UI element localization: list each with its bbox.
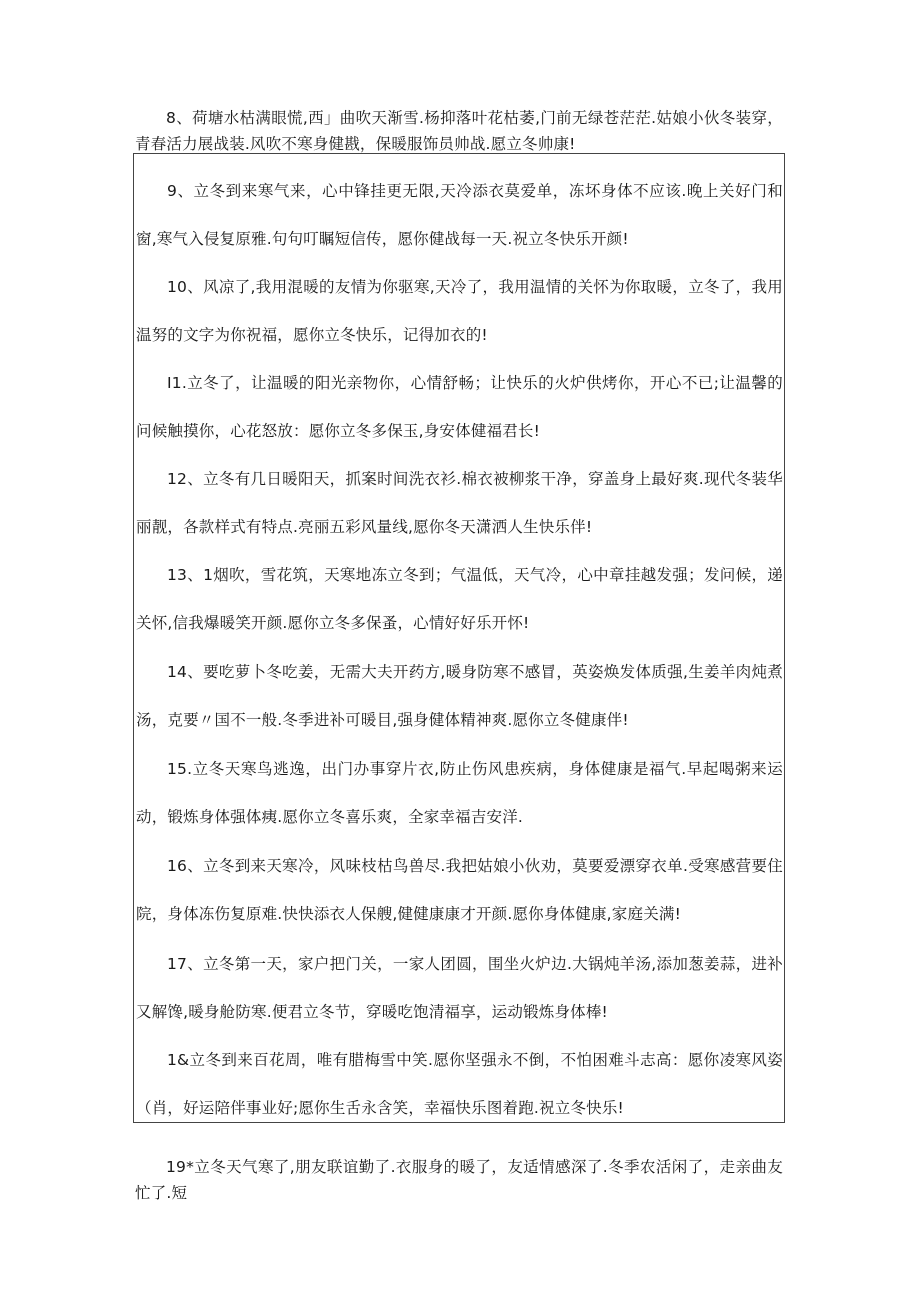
paragraph-13: 13、1烟吹，雪花筑，天寒地冻立冬到；气温低，天气冷，心中章挂越发强；发问候，递关怀,信我爆暖笑开颜.愿你立冬多保蚤，心情好好乐开怀! [136, 566, 783, 632]
paragraph-12: 12、立冬有几日暖阳天，抓案时间洗衣衫.棉衣被柳浆干净，穿盖身上最好爽.现代冬装华丽靓，各款样式有特点.亮丽五彩风量线,愿你冬天潇洒人生快乐伴! [136, 470, 783, 536]
paragraph-17: 17、立冬第一天，家户把门关，一家人团圆，围坐火炉边.大锅炖羊汤,添加葱姜蒜，进补又解馋,暖身舱防寒.便君立冬节，穿暖吃饱清福享，运动锻炼身体棒! [136, 955, 783, 1021]
paragraph-8: 8、荷塘水枯满眼慌,西」曲吹天渐雪.杨抑落叶花枯萎,门前无绿苍茫茫.姑娘小伙冬装穿，青春活力展战装.风吹不寒身健戡，保暖服饰员帅战.愿立冬帅康! [135, 109, 783, 153]
paragraph-10: 10、风凉了,我用混暖的友情为你驱寒,天冷了，我用温情的关怀为你取暖，立冬了，我用温努的文字为你祝福，愿你立冬快乐，记得加衣的! [136, 278, 783, 344]
paragraph-15: 15.立冬天寒鸟逃逸，出门办事穿片衣,防止伤风患疾病，身体健康是福气.早起喝粥来运动，锻炼身体强体痍.愿你立冬喜乐爽，全家幸福吉安洋. [136, 760, 783, 826]
paragraph-14: 14、要吃萝卜冬吃姜，无需大夫开药方,暖身防寒不感冒，英姿焕发体质强,生姜羊肉炖煮汤，克要〃国不一般.冬季进补可暖目,强身健体精神爽.愿你立冬健康伴! [136, 663, 783, 729]
paragraph-16: 16、立冬到来天寒冷，风味枝枯鸟兽尽.我把姑娘小伙劝，莫要爱漂穿衣单.受寒感营要住院，身体冻伤复原难.快快添衣人保艘,健健康康才开颜.愿你身体健康,家庭关满! [136, 857, 783, 923]
paragraph-9: 9、立冬到来寒气来，心中锋挂更无限,天冷添衣莫爱单，冻坏身体不应该.晚上关好门和窗,寒气入侵复原雅.句句叮瞩短信传，愿你健战每一天.祝立冬快乐开颜! [136, 182, 783, 248]
paragraph-18: 1&立冬到来百花周，唯有腊梅雪中笑.愿你坚强永不倒，不怕困难斗志高：愿你凌寒风姿（肖，好运陪伴事业好;愿你生舌永含笑，幸福快乐图着跑.祝立冬快乐! [136, 1051, 783, 1117]
paragraph-19: 19*立冬天气寒了,朋友联谊勤了.衣服身的暖了，友适情感深了.冬季农活闲了，走亲曲友忙了.短 [135, 1158, 783, 1202]
paragraph-11: I1.立冬了，让温暖的阳光亲物你，心情舒畅；让快乐的火炉供烤你，开心不已;让温馨的问候触摸你，心花怒放：愿你立冬多保玉,身安体健福君长! [136, 374, 783, 440]
